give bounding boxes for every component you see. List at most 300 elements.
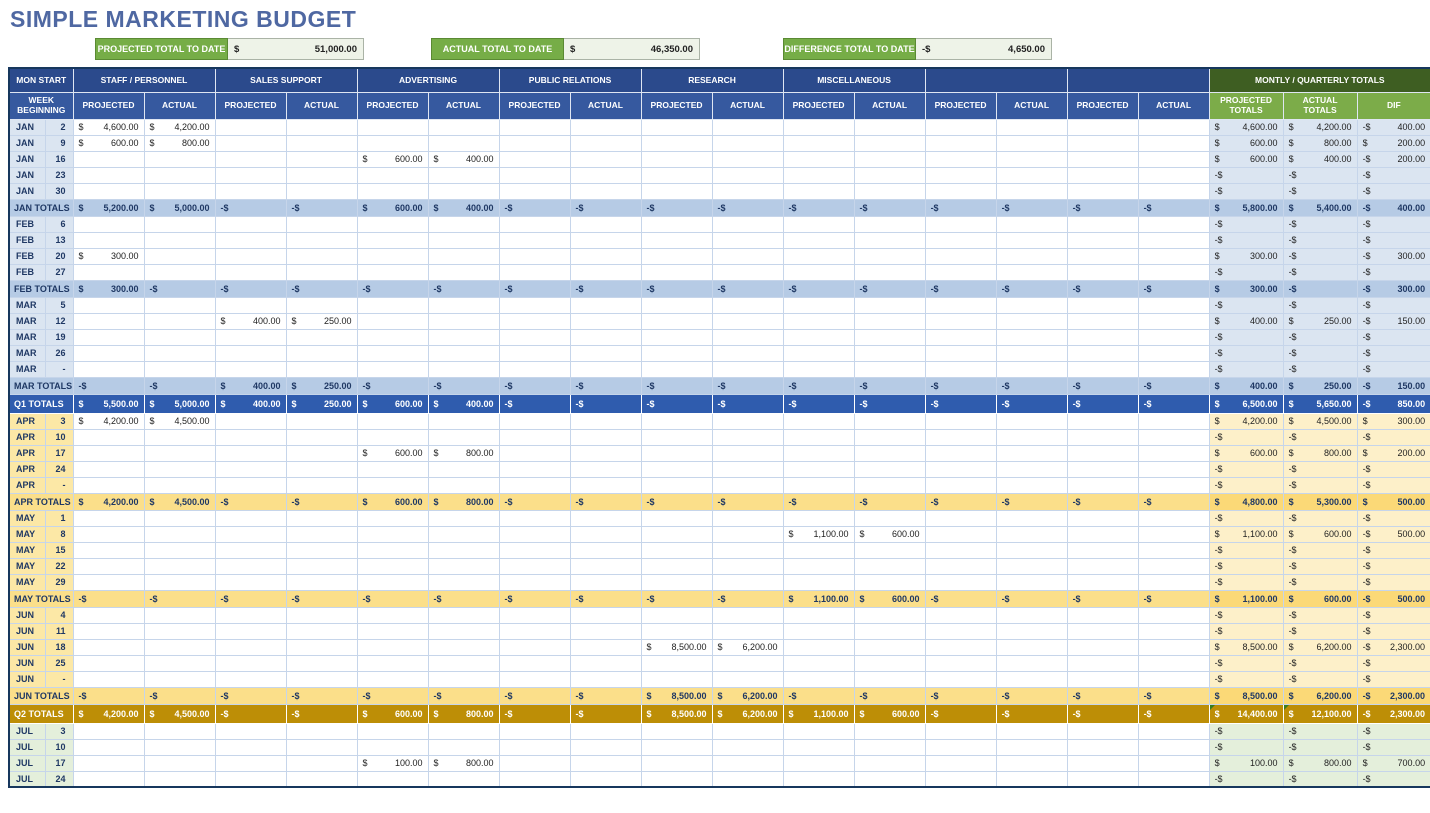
cell[interactable] [286, 445, 357, 461]
row-label-day[interactable]: 15 [45, 542, 73, 558]
cell[interactable] [1067, 429, 1138, 445]
row-label-day[interactable]: 17 [45, 445, 73, 461]
cell[interactable] [144, 413, 215, 429]
cell[interactable] [1138, 574, 1209, 590]
actual-total-cell[interactable] [1283, 574, 1357, 590]
cell[interactable] [996, 264, 1067, 280]
cell[interactable] [712, 477, 783, 493]
projected-header[interactable]: PROJECTED [499, 92, 570, 119]
cell[interactable] [1138, 429, 1209, 445]
cell[interactable] [499, 394, 570, 413]
cell[interactable] [996, 558, 1067, 574]
row-label-day[interactable]: 13 [45, 232, 73, 248]
actual-header[interactable]: ACTUAL [144, 92, 215, 119]
cell[interactable] [641, 167, 712, 183]
cell[interactable] [286, 655, 357, 671]
cell[interactable] [357, 771, 428, 787]
cell[interactable] [641, 755, 712, 771]
cell[interactable] [1138, 248, 1209, 264]
actual-total-cell[interactable] [1283, 739, 1357, 755]
cell[interactable] [783, 771, 854, 787]
dif-cell[interactable] [1357, 671, 1430, 687]
cell[interactable] [357, 755, 428, 771]
actual-totals-header[interactable]: ACTUAL TOTALS [1283, 92, 1357, 119]
dif-cell[interactable] [1357, 771, 1430, 787]
projected-total-cell[interactable] [1209, 119, 1283, 135]
cell[interactable] [286, 429, 357, 445]
cell[interactable] [570, 445, 641, 461]
dif-cell[interactable] [1357, 297, 1430, 313]
projected-total-cell[interactable] [1209, 590, 1283, 607]
cell[interactable] [783, 655, 854, 671]
projected-total-cell[interactable] [1209, 297, 1283, 313]
cell[interactable] [215, 151, 286, 167]
cell[interactable] [357, 183, 428, 199]
cell[interactable] [854, 542, 925, 558]
cell[interactable] [925, 345, 996, 361]
row-label-month[interactable]: MAY [9, 542, 45, 558]
projected-header[interactable]: PROJECTED [73, 92, 144, 119]
cell[interactable] [144, 313, 215, 329]
cell[interactable] [783, 183, 854, 199]
cell[interactable] [854, 461, 925, 477]
cell[interactable] [499, 493, 570, 510]
cell[interactable] [712, 723, 783, 739]
cell[interactable] [1067, 704, 1138, 723]
cell[interactable] [1138, 493, 1209, 510]
cell[interactable] [428, 280, 499, 297]
cell[interactable] [925, 361, 996, 377]
actual-total-cell[interactable] [1283, 297, 1357, 313]
cell[interactable] [925, 723, 996, 739]
dif-cell[interactable] [1357, 755, 1430, 771]
cell[interactable] [286, 477, 357, 493]
cell[interactable] [1067, 723, 1138, 739]
cell[interactable] [641, 771, 712, 787]
cell[interactable] [357, 394, 428, 413]
cell[interactable] [1138, 639, 1209, 655]
cell[interactable] [357, 280, 428, 297]
cell[interactable] [783, 461, 854, 477]
cell[interactable] [712, 135, 783, 151]
projected-total-cell[interactable] [1209, 445, 1283, 461]
cell[interactable] [712, 639, 783, 655]
projected-total-cell[interactable] [1209, 755, 1283, 771]
projected-total-cell[interactable] [1209, 151, 1283, 167]
dif-cell[interactable] [1357, 199, 1430, 216]
cell[interactable] [783, 313, 854, 329]
cell[interactable] [925, 704, 996, 723]
actual-total-cell[interactable] [1283, 199, 1357, 216]
cell[interactable] [641, 413, 712, 429]
row-label-day[interactable]: 25 [45, 655, 73, 671]
cell[interactable] [215, 477, 286, 493]
cell[interactable] [215, 739, 286, 755]
cell[interactable] [215, 345, 286, 361]
cell[interactable] [357, 477, 428, 493]
actual-total-cell[interactable] [1283, 216, 1357, 232]
cell[interactable] [570, 687, 641, 704]
dif-cell[interactable] [1357, 264, 1430, 280]
projected-header[interactable]: PROJECTED [1067, 92, 1138, 119]
cell[interactable] [996, 280, 1067, 297]
cell[interactable] [854, 755, 925, 771]
cell[interactable] [286, 461, 357, 477]
projected-total-cell[interactable] [1209, 542, 1283, 558]
row-label-total[interactable]: JAN TOTALS [9, 199, 73, 216]
projected-total-cell[interactable] [1209, 429, 1283, 445]
row-label-day[interactable]: 30 [45, 183, 73, 199]
cell[interactable] [499, 671, 570, 687]
cell[interactable] [73, 493, 144, 510]
projected-total-cell[interactable] [1209, 607, 1283, 623]
actual-total-cell[interactable] [1283, 232, 1357, 248]
cell[interactable] [854, 493, 925, 510]
cell[interactable] [712, 429, 783, 445]
actual-header[interactable]: ACTUAL [1138, 92, 1209, 119]
cell[interactable] [144, 493, 215, 510]
dif-cell[interactable] [1357, 232, 1430, 248]
cell[interactable] [570, 477, 641, 493]
cell[interactable] [73, 297, 144, 313]
cell[interactable] [1067, 771, 1138, 787]
cell[interactable] [499, 739, 570, 755]
cell[interactable] [996, 297, 1067, 313]
actual-total-cell[interactable] [1283, 345, 1357, 361]
actual-total-cell[interactable] [1283, 671, 1357, 687]
dif-cell[interactable] [1357, 623, 1430, 639]
cell[interactable] [1138, 199, 1209, 216]
actual-total-cell[interactable] [1283, 461, 1357, 477]
cell[interactable] [1067, 477, 1138, 493]
row-label-month[interactable]: FEB [9, 248, 45, 264]
cell[interactable] [144, 574, 215, 590]
actual-total-cell[interactable] [1283, 771, 1357, 787]
row-label-month[interactable]: FEB [9, 264, 45, 280]
row-label-day[interactable]: - [45, 361, 73, 377]
cell[interactable] [286, 135, 357, 151]
cell[interactable] [783, 413, 854, 429]
row-label-month[interactable]: JUN [9, 607, 45, 623]
cell[interactable] [641, 687, 712, 704]
cell[interactable] [215, 248, 286, 264]
cell[interactable] [1138, 542, 1209, 558]
cell[interactable] [996, 723, 1067, 739]
cell[interactable] [144, 216, 215, 232]
projected-total-cell[interactable] [1209, 394, 1283, 413]
cell[interactable] [73, 671, 144, 687]
cell[interactable] [144, 771, 215, 787]
row-label-day[interactable]: 1 [45, 510, 73, 526]
cell[interactable] [783, 739, 854, 755]
cell[interactable] [1138, 477, 1209, 493]
cell[interactable] [144, 723, 215, 739]
projected-total-cell[interactable] [1209, 461, 1283, 477]
cell[interactable] [641, 723, 712, 739]
cell[interactable] [73, 755, 144, 771]
cell[interactable] [144, 623, 215, 639]
cell[interactable] [783, 574, 854, 590]
cell[interactable] [357, 574, 428, 590]
cell[interactable] [712, 461, 783, 477]
cell[interactable] [712, 590, 783, 607]
dif-cell[interactable] [1357, 542, 1430, 558]
cell[interactable] [286, 119, 357, 135]
cell[interactable] [357, 739, 428, 755]
cell[interactable] [215, 493, 286, 510]
cell[interactable] [73, 248, 144, 264]
actual-total-cell[interactable] [1283, 135, 1357, 151]
actual-total-cell[interactable] [1283, 313, 1357, 329]
cell[interactable] [712, 771, 783, 787]
corner-header-cell[interactable]: MON START [9, 68, 73, 92]
cell[interactable] [854, 199, 925, 216]
cell[interactable] [1138, 526, 1209, 542]
cell[interactable] [286, 510, 357, 526]
cell[interactable] [286, 297, 357, 313]
cell[interactable] [286, 671, 357, 687]
row-label-month[interactable]: JAN [9, 135, 45, 151]
cell[interactable] [641, 394, 712, 413]
dif-cell[interactable] [1357, 510, 1430, 526]
cell[interactable] [783, 199, 854, 216]
cell[interactable] [144, 526, 215, 542]
cell[interactable] [215, 329, 286, 345]
cell[interactable] [783, 607, 854, 623]
cell[interactable] [1138, 232, 1209, 248]
cell[interactable] [783, 671, 854, 687]
projected-total-cell[interactable] [1209, 167, 1283, 183]
cell[interactable] [73, 510, 144, 526]
group-header-advertising[interactable]: ADVERTISING [357, 68, 499, 92]
dif-cell[interactable] [1357, 574, 1430, 590]
cell[interactable] [73, 345, 144, 361]
cell[interactable] [215, 639, 286, 655]
cell[interactable] [783, 280, 854, 297]
cell[interactable] [854, 167, 925, 183]
cell[interactable] [286, 345, 357, 361]
actual-total-cell[interactable] [1283, 264, 1357, 280]
cell[interactable] [499, 623, 570, 639]
cell[interactable] [1067, 623, 1138, 639]
cell[interactable] [1067, 639, 1138, 655]
actual-header[interactable]: ACTUAL [712, 92, 783, 119]
cell[interactable] [144, 329, 215, 345]
actual-total-cell[interactable] [1283, 510, 1357, 526]
cell[interactable] [286, 542, 357, 558]
cell[interactable] [499, 445, 570, 461]
cell[interactable] [1067, 590, 1138, 607]
actual-total-cell[interactable] [1283, 183, 1357, 199]
cell[interactable] [499, 216, 570, 232]
actual-total-cell[interactable] [1283, 655, 1357, 671]
cell[interactable] [1138, 704, 1209, 723]
cell[interactable] [144, 345, 215, 361]
cell[interactable] [144, 510, 215, 526]
cell[interactable] [428, 477, 499, 493]
cell[interactable] [1067, 135, 1138, 151]
cell[interactable] [996, 574, 1067, 590]
row-label-month[interactable]: JUN [9, 655, 45, 671]
cell[interactable] [215, 361, 286, 377]
projected-total-cell[interactable] [1209, 345, 1283, 361]
cell[interactable] [73, 590, 144, 607]
row-label-day[interactable]: 8 [45, 526, 73, 542]
cell[interactable] [499, 264, 570, 280]
cell[interactable] [215, 723, 286, 739]
cell[interactable] [712, 739, 783, 755]
cell[interactable] [428, 248, 499, 264]
cell[interactable] [499, 477, 570, 493]
cell[interactable] [641, 739, 712, 755]
cell[interactable] [996, 739, 1067, 755]
projected-total-cell[interactable] [1209, 739, 1283, 755]
row-label-month[interactable]: APR [9, 429, 45, 445]
cell[interactable] [996, 755, 1067, 771]
cell[interactable] [854, 361, 925, 377]
dif-cell[interactable] [1357, 723, 1430, 739]
cell[interactable] [783, 329, 854, 345]
projected-header[interactable]: PROJECTED [641, 92, 712, 119]
cell[interactable] [1067, 119, 1138, 135]
cell[interactable] [925, 297, 996, 313]
cell[interactable] [73, 280, 144, 297]
cell[interactable] [712, 151, 783, 167]
cell[interactable] [570, 183, 641, 199]
dif-cell[interactable] [1357, 216, 1430, 232]
dif-cell[interactable] [1357, 377, 1430, 394]
cell[interactable] [1138, 167, 1209, 183]
cell[interactable] [73, 558, 144, 574]
cell[interactable] [712, 755, 783, 771]
cell[interactable] [357, 687, 428, 704]
cell[interactable] [783, 429, 854, 445]
projected-total-cell[interactable] [1209, 477, 1283, 493]
cell[interactable] [641, 151, 712, 167]
actual-total-cell[interactable] [1283, 558, 1357, 574]
cell[interactable] [570, 297, 641, 313]
cell[interactable] [996, 135, 1067, 151]
cell[interactable] [428, 771, 499, 787]
cell[interactable] [428, 329, 499, 345]
cell[interactable] [712, 345, 783, 361]
dif-cell[interactable] [1357, 119, 1430, 135]
cell[interactable] [144, 361, 215, 377]
cell[interactable] [499, 280, 570, 297]
cell[interactable] [925, 771, 996, 787]
dif-header[interactable]: DIF [1357, 92, 1430, 119]
dif-cell[interactable] [1357, 739, 1430, 755]
cell[interactable] [215, 755, 286, 771]
cell[interactable] [925, 151, 996, 167]
projected-total-cell[interactable] [1209, 623, 1283, 639]
cell[interactable] [854, 590, 925, 607]
cell[interactable] [783, 623, 854, 639]
cell[interactable] [1138, 151, 1209, 167]
cell[interactable] [925, 510, 996, 526]
cell[interactable] [712, 558, 783, 574]
cell[interactable] [286, 739, 357, 755]
cell[interactable] [499, 297, 570, 313]
row-label-day[interactable]: 2 [45, 119, 73, 135]
cell[interactable] [1067, 329, 1138, 345]
cell[interactable] [286, 167, 357, 183]
cell[interactable] [499, 183, 570, 199]
cell[interactable] [428, 429, 499, 445]
cell[interactable] [996, 687, 1067, 704]
dif-cell[interactable] [1357, 639, 1430, 655]
group-header-blank-7[interactable] [1067, 68, 1209, 92]
cell[interactable] [144, 280, 215, 297]
group-header-miscellaneous[interactable]: MISCELLANEOUS [783, 68, 925, 92]
cell[interactable] [357, 623, 428, 639]
row-label-day[interactable]: 3 [45, 723, 73, 739]
row-label-month[interactable]: MAR [9, 297, 45, 313]
cell[interactable] [996, 771, 1067, 787]
cell[interactable] [570, 216, 641, 232]
row-label-total[interactable]: Q1 TOTALS [9, 394, 73, 413]
cell[interactable] [925, 248, 996, 264]
cell[interactable] [215, 704, 286, 723]
projected-total-value[interactable] [228, 38, 364, 60]
dif-cell[interactable] [1357, 345, 1430, 361]
cell[interactable] [783, 377, 854, 394]
cell[interactable] [1138, 771, 1209, 787]
cell[interactable] [428, 687, 499, 704]
cell[interactable] [144, 590, 215, 607]
cell[interactable] [357, 445, 428, 461]
dif-cell[interactable] [1357, 167, 1430, 183]
cell[interactable] [357, 329, 428, 345]
cell[interactable] [499, 655, 570, 671]
cell[interactable] [996, 655, 1067, 671]
cell[interactable] [1067, 280, 1138, 297]
cell[interactable] [144, 119, 215, 135]
cell[interactable] [925, 687, 996, 704]
cell[interactable] [286, 607, 357, 623]
cell[interactable] [215, 445, 286, 461]
cell[interactable] [712, 232, 783, 248]
actual-total-cell[interactable] [1283, 639, 1357, 655]
cell[interactable] [925, 558, 996, 574]
cell[interactable] [73, 413, 144, 429]
actual-total-cell[interactable] [1283, 477, 1357, 493]
cell[interactable] [783, 542, 854, 558]
row-label-day[interactable]: 26 [45, 345, 73, 361]
cell[interactable] [783, 297, 854, 313]
cell[interactable] [215, 394, 286, 413]
cell[interactable] [641, 704, 712, 723]
dif-cell[interactable] [1357, 461, 1430, 477]
cell[interactable] [73, 183, 144, 199]
group-header-staff-personnel[interactable]: STAFF / PERSONNEL [73, 68, 215, 92]
cell[interactable] [570, 345, 641, 361]
cell[interactable] [570, 771, 641, 787]
actual-total-cell[interactable] [1283, 542, 1357, 558]
cell[interactable] [357, 639, 428, 655]
cell[interactable] [73, 232, 144, 248]
cell[interactable] [712, 167, 783, 183]
cell[interactable] [1067, 151, 1138, 167]
cell[interactable] [144, 687, 215, 704]
actual-header[interactable]: ACTUAL [286, 92, 357, 119]
row-label-day[interactable]: 22 [45, 558, 73, 574]
cell[interactable] [215, 671, 286, 687]
cell[interactable] [854, 377, 925, 394]
cell[interactable] [996, 329, 1067, 345]
cell[interactable] [1138, 687, 1209, 704]
cell[interactable] [996, 493, 1067, 510]
